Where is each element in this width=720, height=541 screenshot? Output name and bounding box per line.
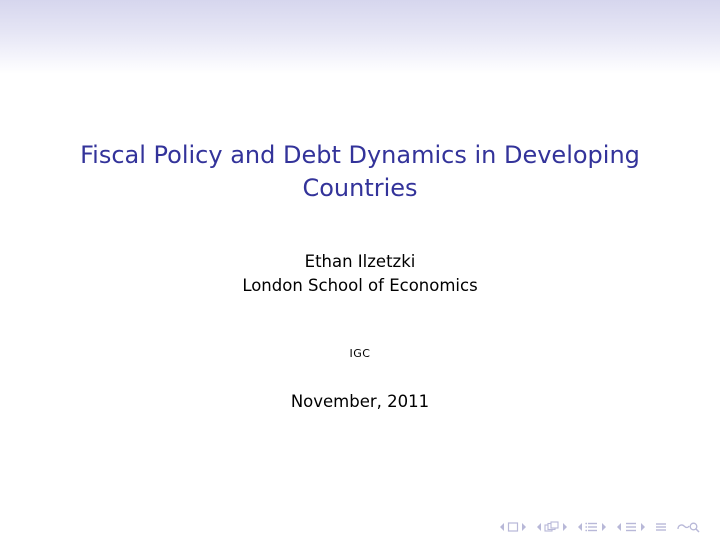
prev-arrow-icon[interactable] <box>577 522 583 532</box>
next-arrow-icon[interactable] <box>562 522 568 532</box>
title-line-1: Fiscal Policy and Debt Dynamics in Developing <box>80 141 640 169</box>
prev-arrow-icon[interactable] <box>499 522 505 532</box>
frame-icon[interactable] <box>507 521 519 533</box>
prev-arrow-icon[interactable] <box>616 522 622 532</box>
next-arrow-icon[interactable] <box>640 522 646 532</box>
nav-section-group <box>577 521 607 533</box>
beamer-navigation-bar <box>499 519 702 535</box>
section-icon[interactable] <box>585 521 599 533</box>
prev-arrow-icon[interactable] <box>536 522 542 532</box>
next-arrow-icon[interactable] <box>521 522 527 532</box>
author-affiliation: London School of Economics <box>242 276 478 295</box>
nav-subsection-group <box>536 521 568 533</box>
align-icon[interactable] <box>655 521 667 533</box>
presentation-icon[interactable] <box>624 521 638 533</box>
author-block <box>0 250 720 298</box>
next-arrow-icon[interactable] <box>601 522 607 532</box>
slide-title <box>60 139 660 205</box>
title-line-2: Countries <box>302 174 418 202</box>
search-icon[interactable] <box>676 521 702 533</box>
nav-frame-group <box>499 521 527 533</box>
institute: IGC <box>349 347 371 360</box>
presentation-date: November, 2011 <box>290 392 430 411</box>
header-band <box>0 0 720 74</box>
author-name: Ethan Ilzetzki <box>304 252 416 271</box>
nav-presentation-group <box>616 521 646 533</box>
subsection-icon[interactable] <box>544 521 560 533</box>
